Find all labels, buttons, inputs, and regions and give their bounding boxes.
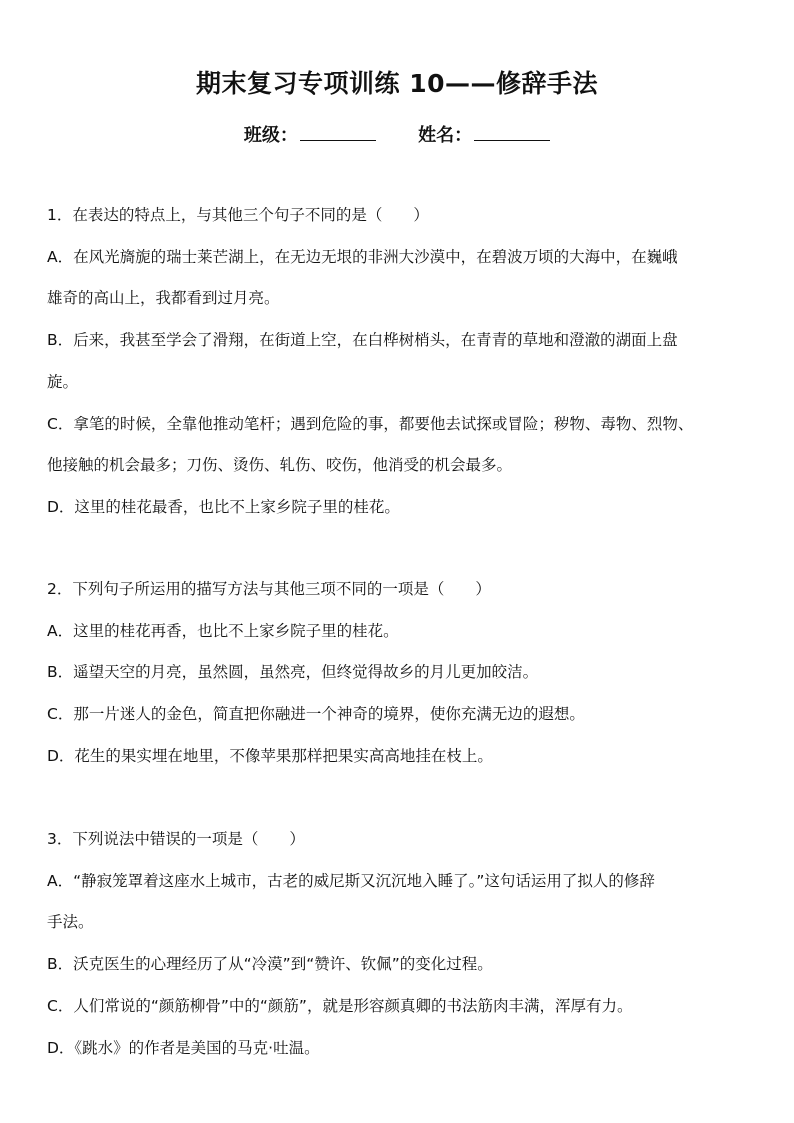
class-field <box>244 121 376 147</box>
option-b: B．沃克医生的心理经历了从“冷漠”到“赞许、钦佩”的变化过程。 <box>47 955 493 974</box>
option-a-line-1: A．“静寂笼罩着这座水上城市，古老的威尼斯又沉沉地入睡了。”这句话运用了拟人的修辞 <box>47 871 655 890</box>
option-a-line-1: A．在风光旖旎的瑞士莱芒湖上，在无边无垠的非洲大沙漠中，在碧波万顷的大海中，在巍峨 <box>47 247 678 266</box>
option-c-line-2: 他接触的机会最多；刀伤、烫伤、轧伤、咬伤，他消受的机会最多。 <box>47 456 513 475</box>
option-d: D．《跳水》的作者是美国的马克·吐温。 <box>47 1038 320 1057</box>
question-3 <box>47 819 753 1069</box>
option-b-line-1: B．后来，我甚至学会了滑翔，在街道上空，在白桦树梢头，在青青的草地和澄澈的湖面上盘 <box>47 331 678 350</box>
option-a-line-2: 手法。 <box>47 913 94 932</box>
question-1 <box>47 195 753 529</box>
question-stem: 3．下列说法中错误的一项是（ ） <box>47 830 305 848</box>
option-c: C．人们常说的“颜筋柳骨”中的“颜筋”，就是形容颜真卿的书法筋肉丰满，浑厚有力。 <box>47 996 633 1015</box>
option-a: A．这里的桂花再香，也比不上家乡院子里的桂花。 <box>47 621 399 640</box>
student-info <box>0 121 794 147</box>
name-blank[interactable] <box>474 126 550 141</box>
option-d: D．花生的果实埋在地里，不像苹果那样把果实高高地挂在枝上。 <box>47 746 493 765</box>
name-label: 姓名： <box>418 125 473 146</box>
name-field <box>418 121 550 147</box>
option-b: B．遥望天空的月亮，虽然圆，虽然亮，但终觉得故乡的月儿更加皎洁。 <box>47 663 539 682</box>
class-label: 班级： <box>243 125 298 146</box>
option-a-line-2: 雄奇的高山上，我都看到过月亮。 <box>47 289 280 308</box>
option-c-line-1: C．拿笔的时候，全靠他推动笔杆；遇到危险的事，都要他去试探或冒险；秽物、毒物、烈物、 <box>47 414 694 433</box>
option-b-line-2: 旋。 <box>47 372 79 391</box>
option-c: C．那一片迷人的金色，简直把你融进一个神奇的境界，使你充满无边的遐想。 <box>47 705 585 724</box>
question-stem: 1．在表达的特点上，与其他三个句子不同的是（ ） <box>47 206 429 224</box>
question-stem: 2．下列句子所运用的描写方法与其他三项不同的一项是（ ） <box>47 580 491 598</box>
page-title: 期末复习专项训练 10——修辞手法 <box>196 69 598 98</box>
question-2 <box>47 569 753 778</box>
option-d: D．这里的桂花最香，也比不上家乡院子里的桂花。 <box>47 497 400 516</box>
class-blank[interactable] <box>300 126 376 141</box>
